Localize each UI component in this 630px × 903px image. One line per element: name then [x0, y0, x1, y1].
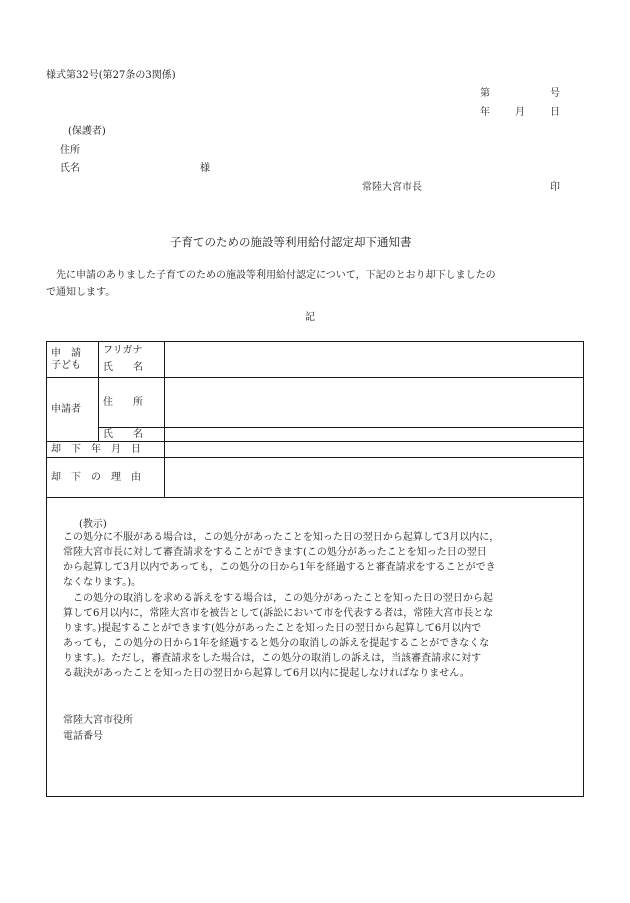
office-name: 常陸大宮市役所 — [63, 715, 133, 726]
date-year: 年 — [480, 107, 490, 118]
name-label: 氏名 — [60, 163, 80, 174]
application-table — [46, 341, 584, 498]
reject-reason-field[interactable] — [165, 458, 584, 498]
notice-box — [46, 498, 584, 797]
address-label: 住所 — [60, 145, 80, 156]
reject-date-label: 却 下 年 月 日 — [47, 442, 165, 458]
notice-paragraph-1 — [63, 530, 499, 590]
notice-p1-line: この処分に不服がある場合は，この処分があったことを知った日の翌日から起算して3月以内に， — [63, 532, 500, 543]
intro-line-2: で通知します。 — [46, 287, 116, 298]
child-label-2: 子ども — [51, 359, 81, 371]
document-number-suffix: 号 — [550, 88, 560, 99]
reject-date-field[interactable] — [165, 442, 584, 458]
child-name-field[interactable] — [165, 342, 584, 378]
phone-label: 電話番号 — [63, 731, 103, 742]
notice-p2-line: この処分の取消しを求める訴えをする場合は，この処分があったことを知った日の翌日から起 — [63, 593, 493, 604]
document-number-prefix: 第 — [480, 88, 490, 99]
document-title: 子育てのための施設等利用給付認定却下通知書 — [170, 235, 412, 249]
applicant-name-field[interactable] — [165, 428, 584, 442]
notice-p2-line: あっても，この処分の日から1年を経過すると処分の取消しの訴えを提起することができなくな — [63, 638, 490, 649]
notice-p1-line: 常陸大宮市長に対して審査請求をすることができます(この処分があったことを知った日の翌日 — [63, 547, 487, 558]
child-label-1: 申 請 — [51, 347, 81, 359]
child-name-label: 氏 名 — [99, 360, 165, 378]
ki-mark: 記 — [305, 312, 315, 323]
furigana-label: フリガナ — [99, 342, 165, 360]
applicant-name-label: 氏 名 — [99, 428, 165, 442]
notice-heading: (教示) — [79, 519, 107, 530]
notice-p1-line: なくなります。)。 — [63, 577, 142, 588]
date-day: 日 — [550, 107, 560, 118]
notice-p2-line: る裁決があったことを知った日の翌日から起算して6月以内に提起しなければなりません。 — [63, 668, 470, 679]
child-label-cell — [47, 342, 99, 378]
reject-reason-label: 却 下 の 理 由 — [47, 458, 165, 498]
notice-p1-line: から起算して3月以内であっても，この処分の日から1年を経過すると審査請求をすることができ — [63, 562, 496, 573]
guardian-label: (保護者) — [68, 126, 106, 137]
applicant-address-field[interactable] — [165, 378, 584, 428]
form-id: 様式第32号(第27条の3関係) — [46, 70, 176, 81]
applicant-label: 申請者 — [47, 378, 99, 442]
date-month: 月 — [515, 107, 525, 118]
notice-p2-line: ります。)提起することができます(処分があったことを知った日の翌日から起算して6月以内で — [63, 623, 482, 634]
honorific: 様 — [200, 163, 210, 174]
issuer-title: 常陸大宮市長 — [362, 182, 422, 193]
intro-line-1: 先に申請のありました子育てのための施設等利用給付認定について，下記のとおり却下しましたの — [46, 270, 496, 281]
seal-mark: 印 — [550, 182, 560, 193]
applicant-address-label: 住 所 — [99, 378, 165, 428]
notice-p2-line: ります。)。ただし，審査請求をした場合は，この処分の取消しの訴えは，当該審査請求に対す — [63, 653, 482, 664]
notice-p2-line: 算して6月以内に，常陸大宮市を被告として(訴訟において市を代表する者は，常陸大宮市長とな — [63, 608, 494, 619]
notice-paragraph-2 — [63, 591, 493, 681]
